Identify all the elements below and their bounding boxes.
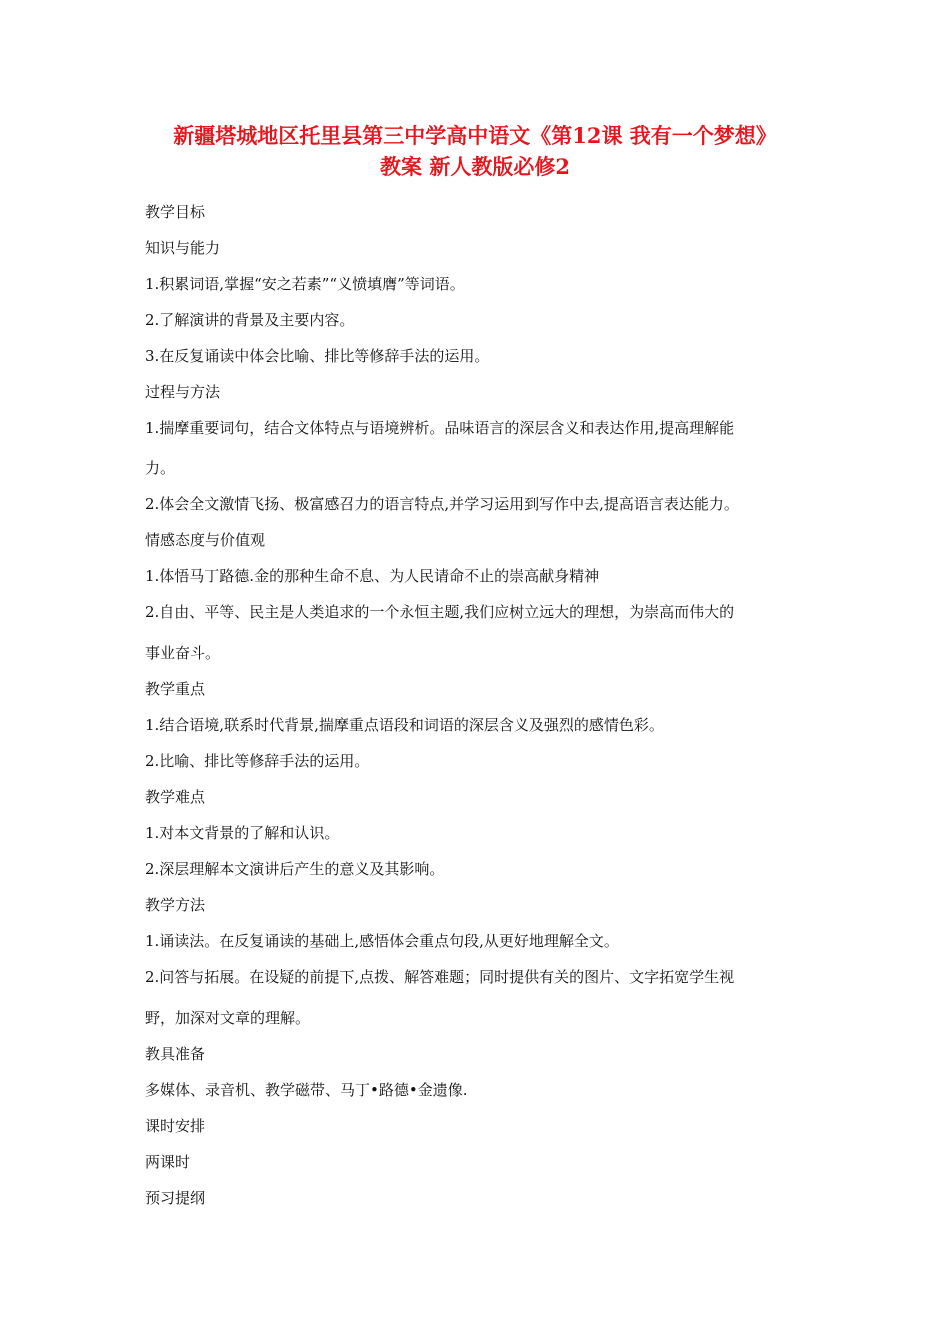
paragraph-line: 2.体会全文激情飞扬、极富感召力的语言特点,并学习运用到写作中去,提高语言表达能力。 [145, 495, 739, 513]
heading-teaching-aids: 教具准备 [145, 1045, 206, 1063]
paragraph-line: 1.诵读法。在反复诵读的基础上,感悟体会重点句段,从更好地理解全文。 [145, 932, 619, 950]
paragraph-line: 2.了解演讲的背景及主要内容。 [145, 311, 355, 329]
subheading-process-method: 过程与方法 [145, 383, 221, 401]
subheading-attitude-values: 情感态度与价值观 [145, 531, 266, 549]
paragraph-line: 力。 [145, 459, 176, 477]
heading-schedule: 课时安排 [145, 1117, 206, 1135]
paragraph-line: 3.在反复诵读中体会比喻、排比等修辞手法的运用。 [145, 347, 490, 365]
paragraph-line: 1.对本文背景的了解和认识。 [145, 824, 340, 842]
paragraph-line: 2.深层理解本文演讲后产生的意义及其影响。 [145, 860, 445, 878]
paragraph-line: 2.比喻、排比等修辞手法的运用。 [145, 752, 370, 770]
paragraph-line: 两课时 [145, 1153, 191, 1171]
document-title-line-2: 教案 新人教版必修2 [380, 154, 570, 179]
paragraph-line: 多媒体、录音机、教学磁带、马丁•路德•金遗像. [145, 1081, 468, 1099]
heading-teaching-methods: 教学方法 [145, 896, 206, 914]
paragraph-line: 1.积累词语,掌握“安之若素”“义愤填膺”等词语。 [145, 275, 465, 293]
paragraph-line: 2.自由、平等、民主是人类追求的一个永恒主题,我们应树立远大的理想，为崇高而伟大的 [145, 603, 735, 621]
paragraph-line: 1.体悟马丁路德.金的那种生命不息、为人民请命不止的崇高献身精神 [145, 567, 600, 585]
subheading-knowledge-ability: 知识与能力 [145, 239, 221, 257]
paragraph-line: 野，加深对文章的理解。 [145, 1009, 311, 1027]
heading-teaching-goals: 教学目标 [145, 203, 206, 221]
paragraph-line: 1.揣摩重要词句，结合文体特点与语境辨析。品味语言的深层含义和表达作用,提高理解能 [145, 419, 735, 437]
document-title-line-1: 新疆塔城地区托里县第三中学高中语文《第12课 我有一个梦想》 [173, 123, 777, 148]
paragraph-line: 2.问答与拓展。在设疑的前提下,点拨、解答难题；同时提供有关的图片、文字拓宽学生视 [145, 968, 735, 986]
heading-key-points: 教学重点 [145, 680, 206, 698]
heading-difficult-points: 教学难点 [145, 788, 206, 806]
paragraph-line: 事业奋斗。 [145, 644, 221, 662]
heading-preview-outline: 预习提纲 [145, 1189, 206, 1207]
paragraph-line: 1.结合语境,联系时代背景,揣摩重点语段和词语的深层含义及强烈的感情色彩。 [145, 716, 664, 734]
